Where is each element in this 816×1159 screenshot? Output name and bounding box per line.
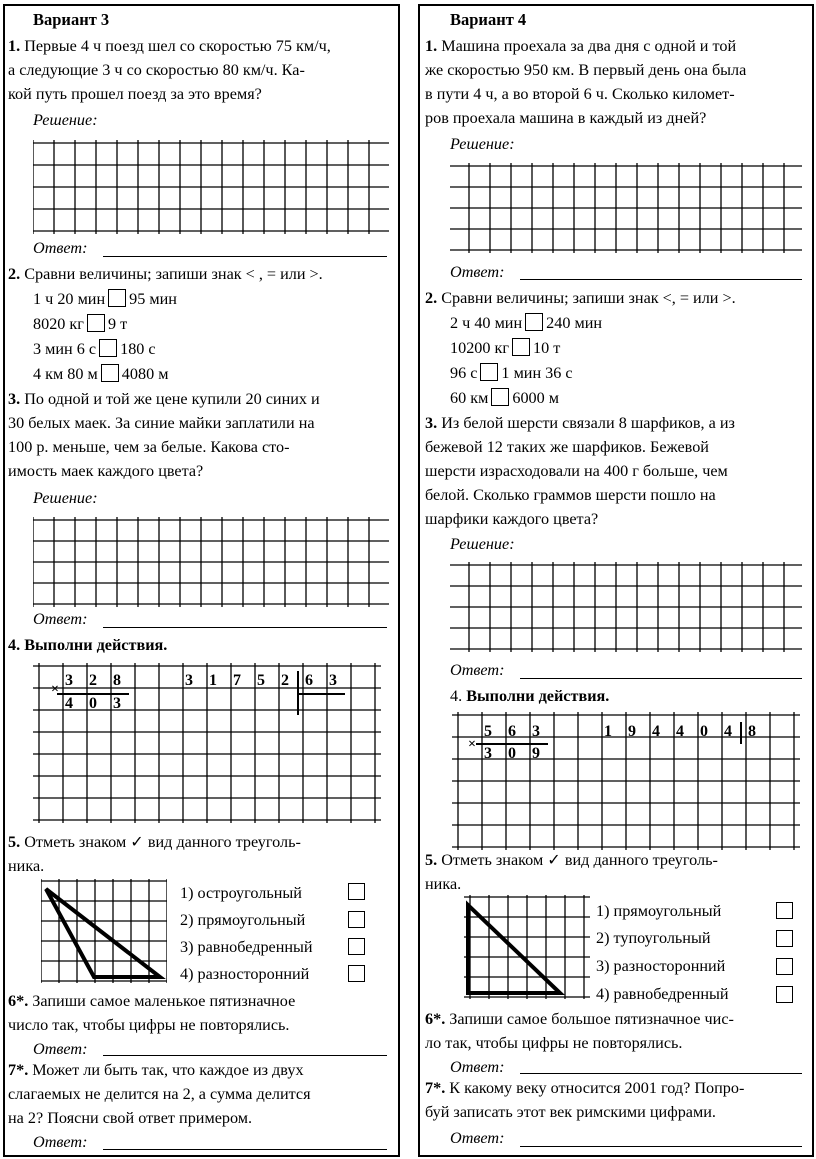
- triangle-shape: [46, 889, 160, 977]
- answer-label: Ответ:: [450, 263, 505, 281]
- option-checkbox[interactable]: [348, 883, 365, 900]
- option-checkbox[interactable]: [776, 958, 793, 975]
- digit: 3: [329, 672, 337, 689]
- compare-box[interactable]: [512, 338, 530, 356]
- answer-label: Ответ:: [33, 239, 88, 257]
- solution-grid[interactable]: [33, 517, 389, 607]
- digit: 2: [281, 672, 289, 689]
- solution-label: Решение:: [33, 111, 98, 129]
- digit: 3: [113, 695, 121, 712]
- answer-line[interactable]: [520, 678, 802, 679]
- digit: 8: [113, 672, 121, 689]
- option-label: 1) прямоугольный: [596, 902, 722, 920]
- variant-title: Вариант 4: [450, 10, 527, 29]
- answer-label: Ответ:: [450, 1058, 505, 1076]
- option-checkbox[interactable]: [776, 930, 793, 947]
- multiply-sign: ×: [468, 737, 476, 752]
- digit: 8: [748, 723, 756, 740]
- answer-label: Ответ:: [450, 661, 505, 679]
- task1-line: в пути 4 ч, а во второй 6 ч. Сколько километ-: [425, 85, 735, 103]
- task7-line: слагаемых не делится на 2, а сумма делится: [8, 1085, 311, 1103]
- multiply-line: [476, 743, 548, 745]
- task4-text: 4. Выполни действия.: [450, 687, 610, 705]
- answer-label: Ответ:: [33, 1133, 88, 1151]
- option-label: 2) прямоугольный: [180, 911, 306, 929]
- task1-line: 1. Первые 4 ч поезд шел со скоростью 75 км/ч,: [8, 37, 331, 55]
- task1-line: а следующие 3 ч со скоростью 80 км/ч. Ка-: [8, 61, 305, 79]
- compare-row: 1 ч 20 мин 95 мин: [33, 290, 177, 308]
- answer-line[interactable]: [520, 1146, 802, 1147]
- task3-line: 3. По одной и той же цене купили 20 синих и: [8, 390, 320, 408]
- task6-line: ло так, чтобы цифры не повторялись.: [425, 1034, 683, 1052]
- solution-label: Решение:: [33, 489, 98, 507]
- option-label: 3) разносторонний: [596, 957, 726, 975]
- digit: 6: [508, 723, 516, 740]
- compare-row: 8020 кг 9 т: [33, 315, 128, 333]
- digit: 4: [65, 695, 73, 712]
- task7-line: буй записать этот век римскими цифрами.: [425, 1103, 716, 1121]
- compare-row: 2 ч 40 мин 240 мин: [450, 314, 603, 332]
- solution-grid[interactable]: [33, 140, 389, 234]
- triangle-grid: [41, 879, 167, 983]
- compare-box[interactable]: [491, 388, 509, 406]
- compare-row: 3 мин 6 с 180 с: [33, 340, 156, 358]
- answer-line[interactable]: [103, 627, 387, 628]
- answer-label: Ответ:: [33, 1040, 88, 1058]
- triangle-grid: [464, 895, 590, 999]
- compare-box[interactable]: [87, 314, 105, 332]
- answer-line[interactable]: [103, 256, 387, 257]
- variant-3-panel: [3, 4, 400, 1157]
- task5-line: 5. Отметь знаком ✓ вид данного треуголь-: [425, 851, 718, 869]
- task5-line: ника.: [8, 857, 45, 875]
- digit: 3: [532, 723, 540, 740]
- task3-line: шарфики каждого цвета?: [425, 510, 599, 528]
- task6-line: число так, чтобы цифры не повторялись.: [8, 1016, 290, 1034]
- compare-box[interactable]: [480, 363, 498, 381]
- task3-line: шерсти израсходовали на 400 г больше, чем: [425, 462, 728, 480]
- task2-text: 2. Сравни величины; запиши знак <, = или >.: [425, 289, 736, 307]
- compare-row: 4 км 80 м 4080 м: [33, 365, 169, 383]
- digit: 9: [628, 723, 636, 740]
- option-checkbox[interactable]: [348, 911, 365, 928]
- answer-line[interactable]: [520, 1073, 802, 1074]
- task5-line: 5. Отметь знаком ✓ вид данного треуголь-: [8, 833, 301, 851]
- solution-label: Решение:: [450, 535, 515, 553]
- task1-line: 1. Машина проехала за два дня с одной и той: [425, 37, 737, 55]
- answer-line[interactable]: [103, 1149, 387, 1150]
- answer-line[interactable]: [103, 1055, 387, 1056]
- division-bar: [740, 722, 742, 744]
- digit: 3: [65, 672, 73, 689]
- variant-title: Вариант 3: [33, 10, 110, 29]
- digit: 2: [89, 672, 97, 689]
- option-label: 3) равнобедренный: [180, 938, 313, 956]
- compare-box[interactable]: [99, 339, 117, 357]
- multiply-sign: ×: [51, 682, 59, 697]
- multiply-line: [57, 693, 129, 695]
- option-label: 1) остроугольный: [180, 884, 302, 902]
- option-checkbox[interactable]: [776, 986, 793, 1003]
- task3-line: имость маек каждого цвета?: [8, 462, 204, 480]
- division-line: [297, 693, 345, 695]
- digit: 6: [305, 672, 313, 689]
- answer-line[interactable]: [520, 279, 802, 280]
- digit: 0: [700, 723, 708, 740]
- solution-grid[interactable]: [450, 163, 802, 253]
- option-checkbox[interactable]: [348, 938, 365, 955]
- solution-grid[interactable]: [450, 562, 802, 652]
- compare-row: 96 с 1 мин 36 с: [450, 364, 573, 382]
- variant-4-panel: [418, 4, 814, 1157]
- compare-box[interactable]: [525, 313, 543, 331]
- solution-label: Решение:: [450, 135, 515, 153]
- option-label: 4) разносторонний: [180, 965, 310, 983]
- task6-line: 6*. Запиши самое маленькое пятизначное: [8, 992, 296, 1010]
- option-label: 4) равнобедренный: [596, 985, 729, 1003]
- digit: 5: [257, 672, 265, 689]
- digit: 4: [676, 723, 684, 740]
- compare-box[interactable]: [108, 289, 126, 307]
- compare-row: 60 км 6000 м: [450, 389, 560, 407]
- task7-line: 7*. Может ли быть так, что каждое из двух: [8, 1061, 304, 1079]
- option-checkbox[interactable]: [776, 902, 793, 919]
- digit: 1: [209, 672, 217, 689]
- digit: 5: [484, 723, 492, 740]
- compare-row: 10200 кг 10 т: [450, 339, 561, 357]
- task7-line: на 2? Поясни свой ответ примером.: [8, 1109, 253, 1127]
- compare-box[interactable]: [101, 364, 119, 382]
- task1-line: ров проехала машина в каждый из дней?: [425, 109, 707, 127]
- digit: 1: [604, 723, 612, 740]
- task4-text: 4. Выполни действия.: [8, 636, 168, 654]
- task3-line: 30 белых маек. За синие майки заплатили на: [8, 414, 315, 432]
- digit: 3: [185, 672, 193, 689]
- answer-label: Ответ:: [33, 610, 88, 628]
- task1-line: же скоростью 950 км. В первый день она была: [425, 61, 747, 79]
- digit: 0: [508, 745, 516, 762]
- task2-text: 2. Сравни величины; запиши знак < , = или >.: [8, 265, 323, 283]
- option-label: 2) тупоугольный: [596, 929, 711, 947]
- task3-line: 3. Из белой шерсти связали 8 шарфиков, а из: [425, 414, 735, 432]
- task3-line: 100 р. меньше, чем за белые. Какова сто-: [8, 438, 290, 456]
- digit: 4: [724, 723, 732, 740]
- task3-line: белой. Сколько граммов шерсти пошло на: [425, 486, 716, 504]
- digit: 0: [89, 695, 97, 712]
- answer-label: Ответ:: [450, 1129, 505, 1147]
- task7-line: 7*. К какому веку относится 2001 год? Попро-: [425, 1079, 745, 1097]
- digit: 7: [233, 672, 241, 689]
- digit: 4: [652, 723, 660, 740]
- digit: 9: [532, 745, 540, 762]
- task3-line: бежевой 12 таких же шарфиков. Бежевой: [425, 438, 709, 456]
- task5-line: ника.: [425, 875, 462, 893]
- digit: 3: [484, 745, 492, 762]
- task6-line: 6*. Запиши самое большое пятизначное чис-: [425, 1010, 734, 1028]
- task1-line: кой путь прошел поезд за это время?: [8, 85, 262, 103]
- option-checkbox[interactable]: [348, 965, 365, 982]
